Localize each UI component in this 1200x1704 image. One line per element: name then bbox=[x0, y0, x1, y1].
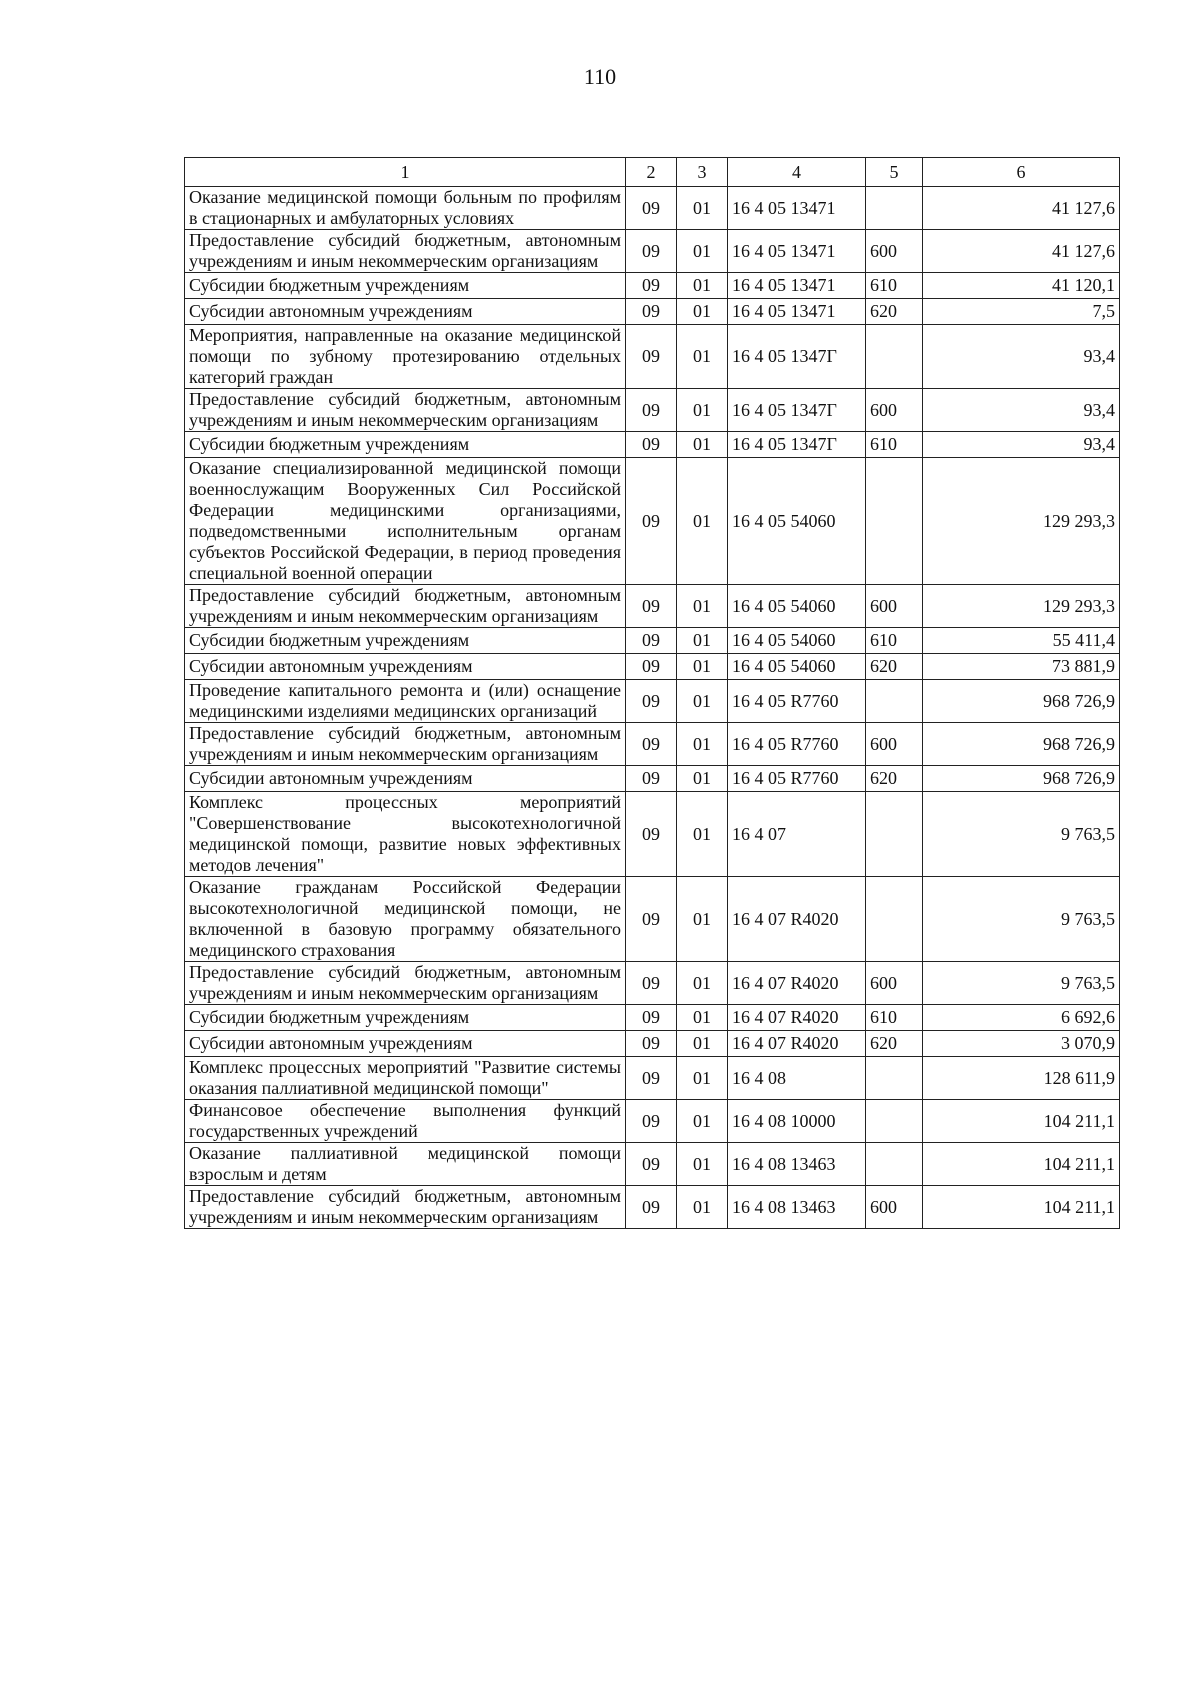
cell-expense-type: 600 bbox=[866, 962, 923, 1005]
cell-subsection: 01 bbox=[677, 585, 728, 628]
column-header: 5 bbox=[866, 158, 923, 187]
cell-expense-type: 620 bbox=[866, 299, 923, 325]
cell-expense-type bbox=[866, 680, 923, 723]
cell-amount: 41 127,6 bbox=[923, 187, 1120, 230]
cell-subsection: 01 bbox=[677, 877, 728, 962]
cell-expense-type: 600 bbox=[866, 1186, 923, 1229]
cell-expense-type: 610 bbox=[866, 432, 923, 458]
cell-amount: 968 726,9 bbox=[923, 766, 1120, 792]
cell-amount: 93,4 bbox=[923, 389, 1120, 432]
cell-name: Субсидии автономным учреждениям bbox=[185, 1031, 626, 1057]
cell-target-code: 16 4 08 13463 bbox=[728, 1186, 866, 1229]
cell-expense-type: 620 bbox=[866, 766, 923, 792]
table-row bbox=[185, 1186, 1120, 1229]
cell-name: Субсидии бюджетным учреждениям bbox=[185, 273, 626, 299]
cell-subsection: 01 bbox=[677, 1143, 728, 1186]
cell-name: Комплекс процессных мероприятий "Развитие системы оказания паллиативной медицинской помощи" bbox=[185, 1057, 626, 1100]
cell-name: Мероприятия, направленные на оказание медицинской помощи по зубному протезированию отдельных категорий граждан bbox=[185, 325, 626, 389]
cell-name: Оказание специализированной медицинской помощи военнослужащим Вооруженных Сил Российской Федерации медицинскими организациями, подведомственными исполнительным органам субъектов Российской Федерации, в период проведения специальной военной операции bbox=[185, 458, 626, 585]
cell-name: Субсидии автономным учреждениям bbox=[185, 654, 626, 680]
cell-target-code: 16 4 05 54060 bbox=[728, 458, 866, 585]
cell-section: 09 bbox=[626, 273, 677, 299]
table-row bbox=[185, 680, 1120, 723]
budget-table bbox=[184, 157, 1120, 1229]
cell-target-code: 16 4 07 R4020 bbox=[728, 1005, 866, 1031]
cell-section: 09 bbox=[626, 766, 677, 792]
cell-section: 09 bbox=[626, 1100, 677, 1143]
cell-subsection: 01 bbox=[677, 299, 728, 325]
cell-expense-type bbox=[866, 792, 923, 877]
cell-amount: 129 293,3 bbox=[923, 458, 1120, 585]
cell-target-code: 16 4 05 54060 bbox=[728, 654, 866, 680]
cell-section: 09 bbox=[626, 654, 677, 680]
cell-amount: 9 763,5 bbox=[923, 962, 1120, 1005]
cell-name: Оказание паллиативной медицинской помощи взрослым и детям bbox=[185, 1143, 626, 1186]
cell-expense-type: 600 bbox=[866, 389, 923, 432]
cell-subsection: 01 bbox=[677, 1057, 728, 1100]
cell-name: Предоставление субсидий бюджетным, автономным учреждениям и иным некоммерческим организациям bbox=[185, 389, 626, 432]
cell-target-code: 16 4 05 R7760 bbox=[728, 680, 866, 723]
cell-section: 09 bbox=[626, 389, 677, 432]
cell-expense-type: 610 bbox=[866, 628, 923, 654]
cell-target-code: 16 4 07 bbox=[728, 792, 866, 877]
cell-amount: 73 881,9 bbox=[923, 654, 1120, 680]
cell-amount: 6 692,6 bbox=[923, 1005, 1120, 1031]
cell-amount: 93,4 bbox=[923, 325, 1120, 389]
cell-subsection: 01 bbox=[677, 1186, 728, 1229]
cell-section: 09 bbox=[626, 585, 677, 628]
cell-section: 09 bbox=[626, 1186, 677, 1229]
table-row bbox=[185, 1031, 1120, 1057]
table-row bbox=[185, 432, 1120, 458]
column-header: 6 bbox=[923, 158, 1120, 187]
cell-section: 09 bbox=[626, 432, 677, 458]
cell-subsection: 01 bbox=[677, 432, 728, 458]
cell-expense-type: 600 bbox=[866, 230, 923, 273]
cell-name: Предоставление субсидий бюджетным, автономным учреждениям и иным некоммерческим организациям bbox=[185, 962, 626, 1005]
cell-expense-type bbox=[866, 187, 923, 230]
cell-target-code: 16 4 05 54060 bbox=[728, 585, 866, 628]
cell-amount: 9 763,5 bbox=[923, 792, 1120, 877]
cell-expense-type: 610 bbox=[866, 273, 923, 299]
cell-name: Комплекс процессных мероприятий "Совершенствование высокотехнологичной медицинской помощи, развитие новых эффективных методов лечения" bbox=[185, 792, 626, 877]
table-row bbox=[185, 230, 1120, 273]
table-row bbox=[185, 325, 1120, 389]
table-row bbox=[185, 273, 1120, 299]
cell-name: Предоставление субсидий бюджетным, автономным учреждениям и иным некоммерческим организациям bbox=[185, 230, 626, 273]
cell-subsection: 01 bbox=[677, 273, 728, 299]
table-header-row bbox=[185, 158, 1120, 187]
cell-amount: 104 211,1 bbox=[923, 1143, 1120, 1186]
cell-name: Субсидии автономным учреждениям bbox=[185, 766, 626, 792]
cell-name: Предоставление субсидий бюджетным, автономным учреждениям и иным некоммерческим организациям bbox=[185, 723, 626, 766]
cell-target-code: 16 4 05 R7760 bbox=[728, 723, 866, 766]
cell-subsection: 01 bbox=[677, 1031, 728, 1057]
cell-section: 09 bbox=[626, 458, 677, 585]
cell-amount: 104 211,1 bbox=[923, 1100, 1120, 1143]
table-body bbox=[185, 187, 1120, 1229]
cell-target-code: 16 4 05 1347Г bbox=[728, 432, 866, 458]
table-row bbox=[185, 962, 1120, 1005]
cell-expense-type bbox=[866, 325, 923, 389]
cell-section: 09 bbox=[626, 187, 677, 230]
cell-subsection: 01 bbox=[677, 766, 728, 792]
cell-amount: 968 726,9 bbox=[923, 680, 1120, 723]
cell-section: 09 bbox=[626, 792, 677, 877]
cell-target-code: 16 4 07 R4020 bbox=[728, 1031, 866, 1057]
column-header: 1 bbox=[185, 158, 626, 187]
table-row bbox=[185, 1143, 1120, 1186]
cell-section: 09 bbox=[626, 962, 677, 1005]
cell-subsection: 01 bbox=[677, 1005, 728, 1031]
table-row bbox=[185, 1100, 1120, 1143]
cell-section: 09 bbox=[626, 299, 677, 325]
column-header: 4 bbox=[728, 158, 866, 187]
cell-subsection: 01 bbox=[677, 1100, 728, 1143]
cell-expense-type: 620 bbox=[866, 654, 923, 680]
cell-amount: 41 120,1 bbox=[923, 273, 1120, 299]
cell-target-code: 16 4 05 1347Г bbox=[728, 325, 866, 389]
cell-subsection: 01 bbox=[677, 389, 728, 432]
cell-amount: 7,5 bbox=[923, 299, 1120, 325]
table-row bbox=[185, 723, 1120, 766]
cell-subsection: 01 bbox=[677, 458, 728, 585]
cell-target-code: 16 4 05 R7760 bbox=[728, 766, 866, 792]
cell-name: Предоставление субсидий бюджетным, автономным учреждениям и иным некоммерческим организациям bbox=[185, 1186, 626, 1229]
cell-subsection: 01 bbox=[677, 187, 728, 230]
cell-section: 09 bbox=[626, 628, 677, 654]
cell-subsection: 01 bbox=[677, 325, 728, 389]
cell-name: Субсидии автономным учреждениям bbox=[185, 299, 626, 325]
cell-section: 09 bbox=[626, 1143, 677, 1186]
cell-expense-type bbox=[866, 1143, 923, 1186]
cell-section: 09 bbox=[626, 877, 677, 962]
cell-expense-type: 620 bbox=[866, 1031, 923, 1057]
cell-subsection: 01 bbox=[677, 723, 728, 766]
cell-amount: 9 763,5 bbox=[923, 877, 1120, 962]
table-row bbox=[185, 458, 1120, 585]
cell-section: 09 bbox=[626, 1005, 677, 1031]
cell-section: 09 bbox=[626, 325, 677, 389]
cell-subsection: 01 bbox=[677, 230, 728, 273]
cell-subsection: 01 bbox=[677, 654, 728, 680]
cell-amount: 128 611,9 bbox=[923, 1057, 1120, 1100]
cell-name: Субсидии бюджетным учреждениям bbox=[185, 628, 626, 654]
cell-amount: 3 070,9 bbox=[923, 1031, 1120, 1057]
table-row bbox=[185, 187, 1120, 230]
cell-expense-type: 600 bbox=[866, 585, 923, 628]
cell-name: Субсидии бюджетным учреждениям bbox=[185, 432, 626, 458]
column-header: 3 bbox=[677, 158, 728, 187]
table-row bbox=[185, 1005, 1120, 1031]
cell-expense-type bbox=[866, 877, 923, 962]
cell-expense-type bbox=[866, 1100, 923, 1143]
cell-target-code: 16 4 05 54060 bbox=[728, 628, 866, 654]
table-row bbox=[185, 389, 1120, 432]
cell-section: 09 bbox=[626, 723, 677, 766]
cell-amount: 104 211,1 bbox=[923, 1186, 1120, 1229]
page-number: 110 bbox=[583, 64, 617, 89]
cell-expense-type: 610 bbox=[866, 1005, 923, 1031]
cell-target-code: 16 4 05 13471 bbox=[728, 299, 866, 325]
cell-amount: 55 411,4 bbox=[923, 628, 1120, 654]
cell-subsection: 01 bbox=[677, 628, 728, 654]
column-header: 2 bbox=[626, 158, 677, 187]
cell-target-code: 16 4 05 13471 bbox=[728, 187, 866, 230]
cell-target-code: 16 4 05 13471 bbox=[728, 230, 866, 273]
cell-target-code: 16 4 07 R4020 bbox=[728, 877, 866, 962]
cell-amount: 968 726,9 bbox=[923, 723, 1120, 766]
cell-target-code: 16 4 05 13471 bbox=[728, 273, 866, 299]
cell-target-code: 16 4 08 10000 bbox=[728, 1100, 866, 1143]
cell-name: Оказание гражданам Российской Федерации высокотехнологичной медицинской помощи, не включенной в базовую программу обязательного медицинского страхования bbox=[185, 877, 626, 962]
table-row bbox=[185, 877, 1120, 962]
table-row bbox=[185, 1057, 1120, 1100]
cell-section: 09 bbox=[626, 680, 677, 723]
cell-section: 09 bbox=[626, 230, 677, 273]
cell-amount: 93,4 bbox=[923, 432, 1120, 458]
cell-name: Субсидии бюджетным учреждениям bbox=[185, 1005, 626, 1031]
cell-name: Оказание медицинской помощи больным по профилям в стационарных и амбулаторных условиях bbox=[185, 187, 626, 230]
table-row bbox=[185, 585, 1120, 628]
cell-amount: 41 127,6 bbox=[923, 230, 1120, 273]
cell-expense-type bbox=[866, 458, 923, 585]
table-row bbox=[185, 766, 1120, 792]
cell-target-code: 16 4 05 1347Г bbox=[728, 389, 866, 432]
cell-expense-type: 600 bbox=[866, 723, 923, 766]
cell-subsection: 01 bbox=[677, 962, 728, 1005]
cell-name: Предоставление субсидий бюджетным, автономным учреждениям и иным некоммерческим организациям bbox=[185, 585, 626, 628]
cell-target-code: 16 4 07 R4020 bbox=[728, 962, 866, 1005]
cell-name: Финансовое обеспечение выполнения функций государственных учреждений bbox=[185, 1100, 626, 1143]
table-row bbox=[185, 628, 1120, 654]
table-row bbox=[185, 654, 1120, 680]
cell-subsection: 01 bbox=[677, 680, 728, 723]
cell-section: 09 bbox=[626, 1031, 677, 1057]
cell-target-code: 16 4 08 13463 bbox=[728, 1143, 866, 1186]
cell-amount: 129 293,3 bbox=[923, 585, 1120, 628]
cell-subsection: 01 bbox=[677, 792, 728, 877]
cell-name: Проведение капитального ремонта и (или) оснащение медицинскими изделиями медицинских организаций bbox=[185, 680, 626, 723]
cell-section: 09 bbox=[626, 1057, 677, 1100]
table-row bbox=[185, 792, 1120, 877]
cell-expense-type bbox=[866, 1057, 923, 1100]
table-row bbox=[185, 299, 1120, 325]
cell-target-code: 16 4 08 bbox=[728, 1057, 866, 1100]
